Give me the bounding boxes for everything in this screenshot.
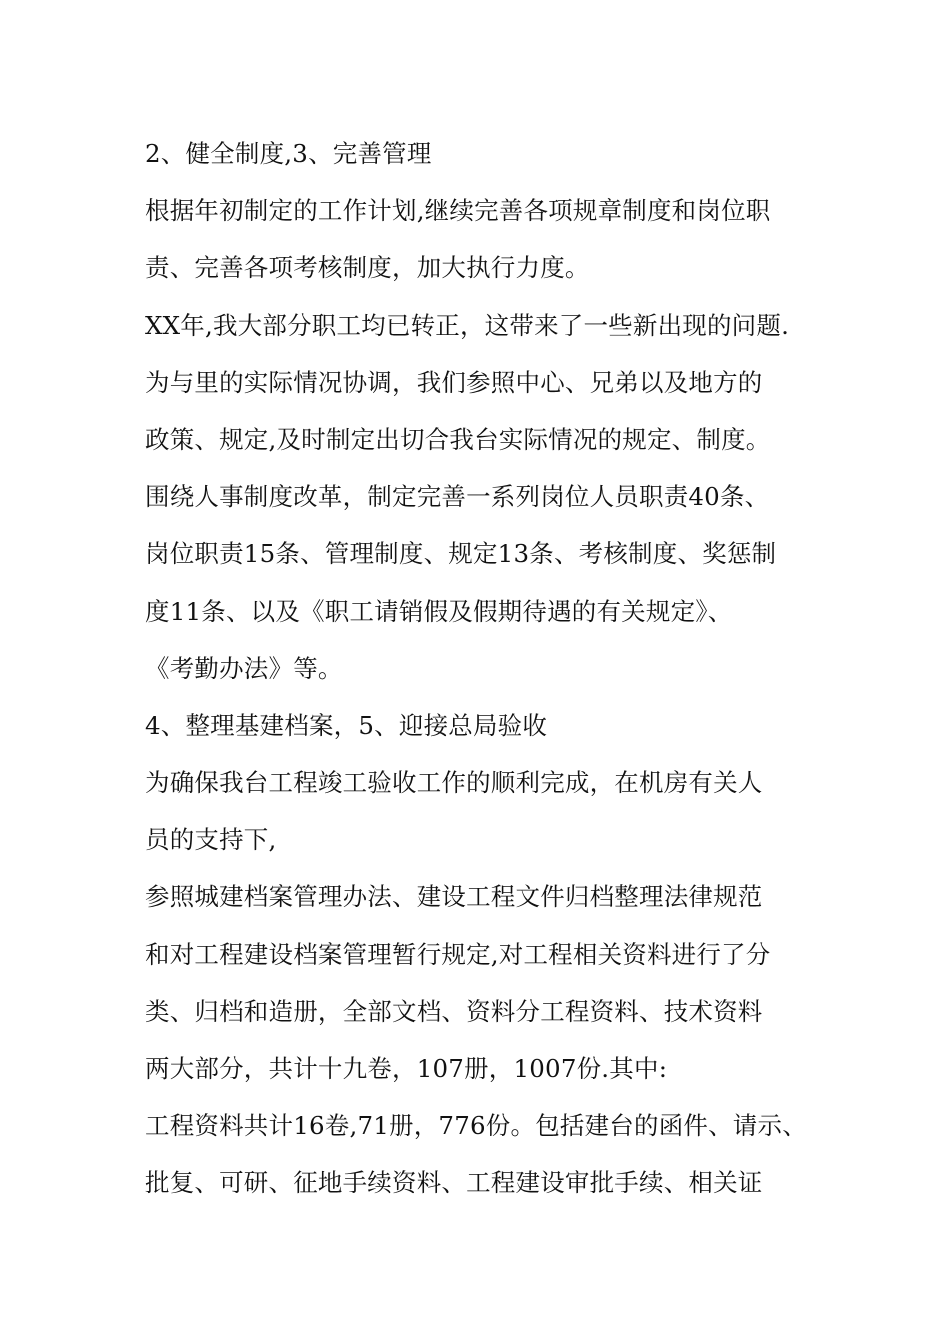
paragraph-line: 参照城建档案管理办法、建设工程文件归档整理法律规范 bbox=[145, 882, 763, 912]
paragraph-line: 为确保我台工程竣工验收工作的顺利完成，在机房有关人 bbox=[145, 768, 763, 798]
heading-line: 4、整理基建档案，5、迎接总局验收 bbox=[145, 710, 548, 740]
paragraph-line: 两大部分，共计十九卷，107册，1007份.其中: bbox=[145, 1054, 668, 1083]
paragraph-line: 度11条、以及《职工请销假及假期待遇的有关规定》、 bbox=[145, 596, 733, 626]
paragraph-line: 员的支持下, bbox=[145, 825, 277, 855]
paragraph-line: XX年,我大部分职工均已转正，这带来了一些新出现的问题. bbox=[145, 310, 790, 340]
heading-line: 2、健全制度,3、完善管理 bbox=[145, 139, 432, 168]
paragraph-line: 《考勤办法》等。 bbox=[145, 653, 343, 683]
paragraph-line: 政策、规定,及时制定出切合我台实际情况的规定、制度。 bbox=[145, 424, 771, 454]
paragraph-line: 和对工程建设档案管理暂行规定,对工程相关资料进行了分 bbox=[145, 939, 771, 969]
document-body bbox=[145, 131, 835, 1218]
paragraph-line: 责、完善各项考核制度，加大执行力度。 bbox=[145, 253, 590, 283]
paragraph-line: 工程资料共计16卷,71册，776份。包括建台的函件、请示、 bbox=[145, 1111, 807, 1141]
paragraph-line: 类、归档和造册，全部文档、资料分工程资料、技术资料 bbox=[145, 996, 763, 1026]
paragraph-line: 岗位职责15条、管理制度、规定13条、考核制度、奖惩制 bbox=[145, 539, 777, 569]
paragraph-line: 围绕人事制度改革，制定完善一系列岗位人员职责40条、 bbox=[145, 482, 770, 512]
paragraph-line: 根据年初制定的工作计划,继续完善各项规章制度和岗位职 bbox=[145, 196, 771, 226]
paragraph-line: 批复、可研、征地手续资料、工程建设审批手续、相关证 bbox=[145, 1168, 763, 1198]
paragraph-line: 为与里的实际情况协调，我们参照中心、兄弟以及地方的 bbox=[145, 367, 763, 397]
